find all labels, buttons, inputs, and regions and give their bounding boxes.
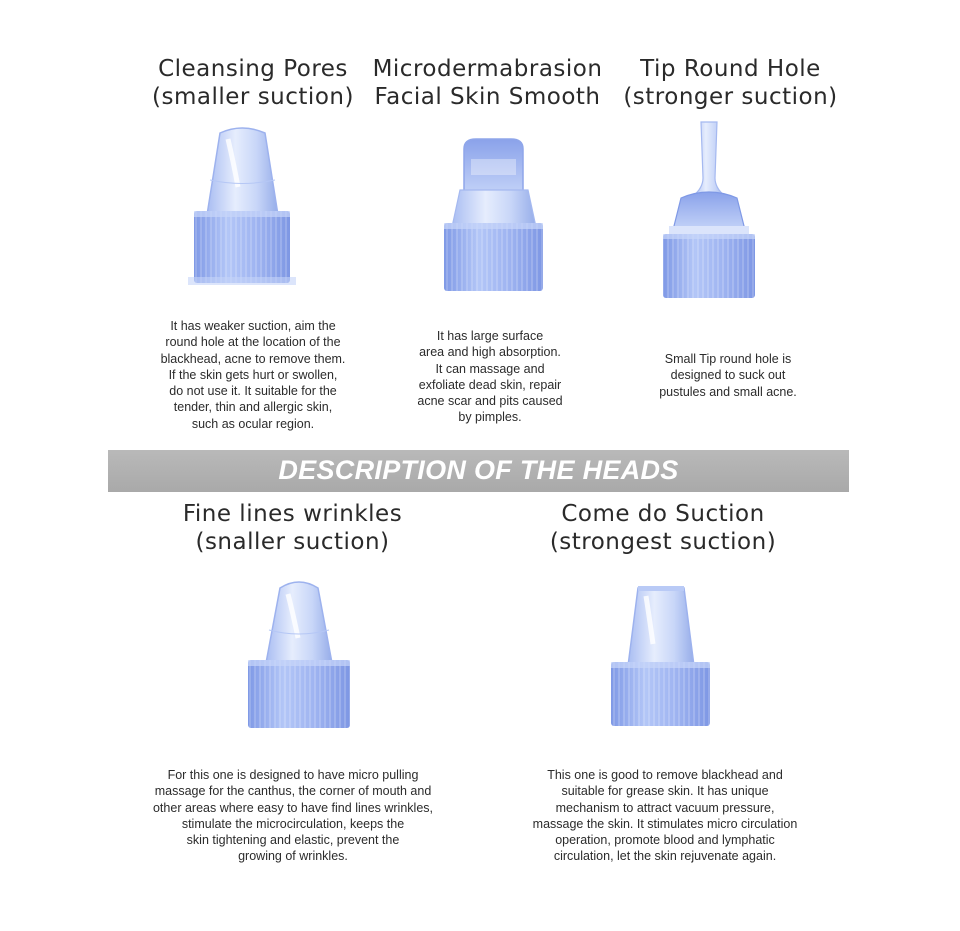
microdermabrasion-head-image — [436, 135, 551, 300]
head-4-description: For this one is designed to have micro pulling massage for the canthus, the corner of mouth and other areas where easy to have find lines wrinkles, stimulate the microcirculation, keeps the skin tightening and elastic, prevent the growing of wrinkles. — [152, 768, 433, 864]
head-4-title: Fine lines wrinkles (snaller suction) — [182, 501, 403, 555]
head-1-title: Cleansing Pores (smaller suction) — [152, 56, 354, 110]
head-1-description: It has weaker suction, aim the round hole at the location of the blackhead, acne to remove them. If the skin gets hurt or swollen, do not use it. It suitable for the tender, thin and allergic skin, such as ocular region. — [160, 319, 346, 431]
head-2-description: It has large surface area and high absorption. It can massage and exfoliate dead skin, repair acne scar and pits caused by pimples. — [417, 329, 563, 425]
head-3-description: Small Tip round hole is designed to suck out pustules and small acne. — [659, 352, 797, 399]
description-banner — [108, 450, 849, 492]
head-5-title: Come do Suction (strongest suction) — [549, 501, 777, 555]
cleansing-pores-head-image — [180, 125, 305, 315]
head-5-description: This one is good to remove blackhead and suitable for grease skin. It has unique mechanism to attract vacuum pressure, massage the skin. It stimulates micro circulation operation, promote blood and lymphatic circulation, let the skin rejuvenate again. — [532, 768, 798, 864]
comedo-suction-head-image — [608, 582, 713, 752]
fine-lines-head-image — [244, 578, 354, 753]
banner-title: DESCRIPTION OF THE HEADS — [278, 455, 679, 485]
head-2-title: Microdermabrasion Facial Skin Smooth — [372, 56, 603, 110]
tip-round-hole-head-image — [657, 118, 762, 308]
head-3-title: Tip Round Hole (stronger suction) — [623, 56, 838, 110]
